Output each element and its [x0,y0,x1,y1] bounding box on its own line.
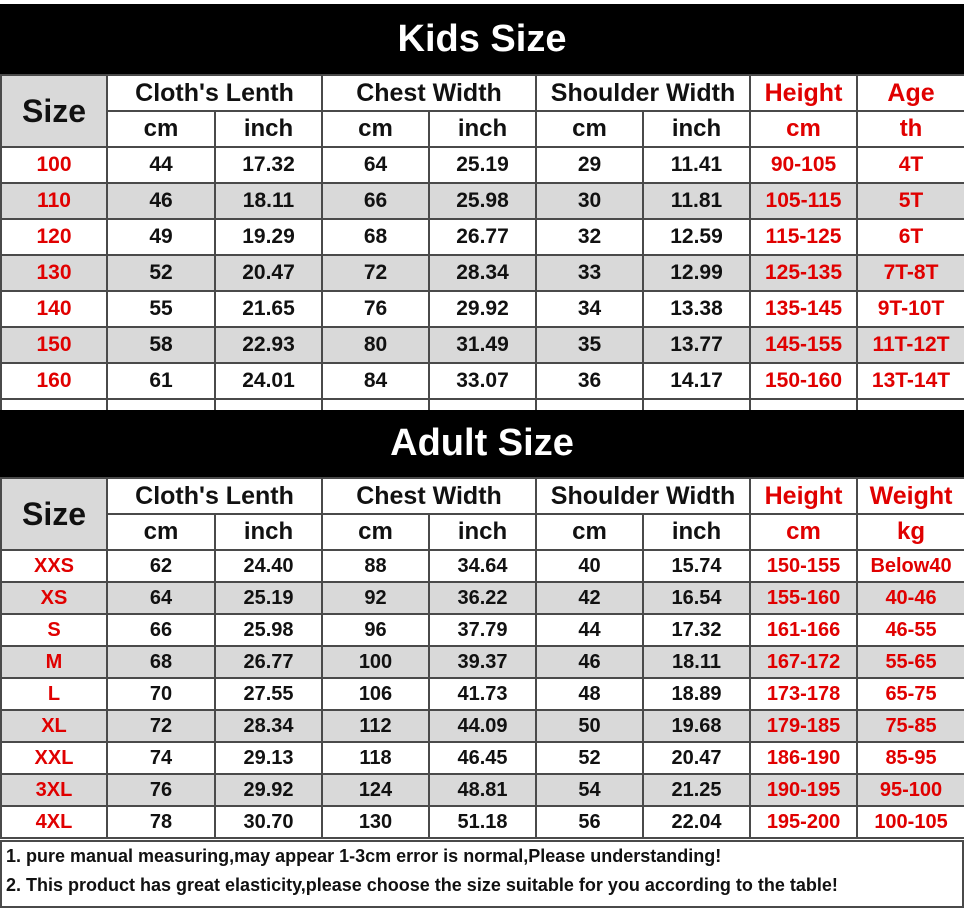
table-row [1,291,964,327]
value-cell: 20.47 [215,255,322,291]
value-cell: 44 [536,614,643,646]
value-cell: 56 [536,806,643,838]
value-cell: 161-166 [750,614,857,646]
value-cell: 150-155 [750,550,857,582]
kids-size-table [0,74,964,412]
adult-size-title: Adult Size [0,410,964,477]
value-cell: 21.25 [643,774,750,806]
size-cell: 3XL [1,774,107,806]
table-row [1,219,964,255]
unit-cell: cm [322,514,429,550]
value-cell: 4T [857,147,964,183]
unit-cell: inch [429,111,536,147]
value-cell: 50 [536,710,643,742]
table-row [1,614,964,646]
table-row [1,742,964,774]
chest-width-header: Chest Width [322,478,536,514]
value-cell: 44.09 [429,710,536,742]
value-cell: 80 [322,327,429,363]
value-cell: 68 [107,646,215,678]
value-cell: 11T-12T [857,327,964,363]
unit-cell: th [857,111,964,147]
unit-cell: inch [429,514,536,550]
value-cell: 64 [322,147,429,183]
value-cell: 28.34 [429,255,536,291]
value-cell: 115-125 [750,219,857,255]
value-cell: 173-178 [750,678,857,710]
value-cell: 125-135 [750,255,857,291]
unit-cell: cm [107,514,215,550]
height-header: Height [750,75,857,111]
unit-cell: cm [536,111,643,147]
value-cell: 100 [322,646,429,678]
unit-cell: inch [643,111,750,147]
value-cell: 74 [107,742,215,774]
size-cell: M [1,646,107,678]
size-header: Size [1,478,107,550]
value-cell: 64 [107,582,215,614]
value-cell: 112 [322,710,429,742]
value-cell: 33 [536,255,643,291]
value-cell: 28.34 [215,710,322,742]
value-cell: 20.47 [643,742,750,774]
unit-cell: cm [322,111,429,147]
value-cell: 32 [536,219,643,255]
value-cell: 13.38 [643,291,750,327]
value-cell: 35 [536,327,643,363]
value-cell: 18.11 [215,183,322,219]
value-cell: 54 [536,774,643,806]
value-cell: 150-160 [750,363,857,399]
value-cell: 55 [107,291,215,327]
table-row [1,363,964,399]
value-cell: 46-55 [857,614,964,646]
size-cell: 100 [1,147,107,183]
value-cell: 46 [107,183,215,219]
value-cell: 15.74 [643,550,750,582]
value-cell: 52 [536,742,643,774]
value-cell: 36.22 [429,582,536,614]
value-cell: 34 [536,291,643,327]
size-cell: XXS [1,550,107,582]
value-cell: 40 [536,550,643,582]
value-cell: 96 [322,614,429,646]
value-cell: 26.77 [429,219,536,255]
size-cell: 160 [1,363,107,399]
table-row [1,806,964,838]
table-row [1,646,964,678]
height-header: Height [750,478,857,514]
size-cell: 4XL [1,806,107,838]
value-cell: 34.64 [429,550,536,582]
value-cell: 51.18 [429,806,536,838]
value-cell: 72 [107,710,215,742]
value-cell: 130 [322,806,429,838]
unit-cell: inch [215,514,322,550]
value-cell: 75-85 [857,710,964,742]
table-row [1,183,964,219]
size-cell: 150 [1,327,107,363]
value-cell: 21.65 [215,291,322,327]
value-cell: 29.13 [215,742,322,774]
value-cell: 46.45 [429,742,536,774]
value-cell: 135-145 [750,291,857,327]
value-cell: 25.19 [215,582,322,614]
value-cell: 145-155 [750,327,857,363]
value-cell: 33.07 [429,363,536,399]
value-cell: 72 [322,255,429,291]
value-cell: 42 [536,582,643,614]
value-cell: 17.32 [643,614,750,646]
value-cell: 48.81 [429,774,536,806]
unit-cell: kg [857,514,964,550]
value-cell: 186-190 [750,742,857,774]
value-cell: 36 [536,363,643,399]
value-cell: 49 [107,219,215,255]
value-cell: 30 [536,183,643,219]
table-row [1,582,964,614]
size-cell: S [1,614,107,646]
value-cell: 29.92 [429,291,536,327]
size-cell: L [1,678,107,710]
shoulder-width-header: Shoulder Width [536,75,750,111]
value-cell: 17.32 [215,147,322,183]
value-cell: 68 [322,219,429,255]
value-cell: 61 [107,363,215,399]
table-row [1,774,964,806]
value-cell: 195-200 [750,806,857,838]
value-cell: 12.59 [643,219,750,255]
note-line: 2. This product has great elasticity,please choose the size suitable for you according to the table! [6,875,838,895]
age-header: Age [857,75,964,111]
value-cell: 118 [322,742,429,774]
notes-box [0,840,964,908]
size-cell: 120 [1,219,107,255]
value-cell: 46 [536,646,643,678]
weight-header: Weight [857,478,964,514]
value-cell: 55-65 [857,646,964,678]
size-cell: 110 [1,183,107,219]
unit-cell: cm [750,111,857,147]
value-cell: 13.77 [643,327,750,363]
cloth-length-header: Cloth's Lenth [107,478,322,514]
value-cell: 90-105 [750,147,857,183]
value-cell: 9T-10T [857,291,964,327]
value-cell: Below40 [857,550,964,582]
chest-width-header: Chest Width [322,75,536,111]
unit-cell: cm [536,514,643,550]
value-cell: 106 [322,678,429,710]
table-row [1,327,964,363]
value-cell: 29.92 [215,774,322,806]
value-cell: 95-100 [857,774,964,806]
value-cell: 85-95 [857,742,964,774]
unit-cell: cm [750,514,857,550]
value-cell: 25.98 [215,614,322,646]
unit-cell: cm [107,111,215,147]
value-cell: 76 [322,291,429,327]
value-cell: 6T [857,219,964,255]
size-cell: XL [1,710,107,742]
value-cell: 5T [857,183,964,219]
value-cell: 30.70 [215,806,322,838]
value-cell: 100-105 [857,806,964,838]
value-cell: 76 [107,774,215,806]
value-cell: 58 [107,327,215,363]
value-cell: 7T-8T [857,255,964,291]
value-cell: 124 [322,774,429,806]
value-cell: 29 [536,147,643,183]
table-row [1,147,964,183]
size-cell: 140 [1,291,107,327]
value-cell: 92 [322,582,429,614]
value-cell: 39.37 [429,646,536,678]
value-cell: 18.89 [643,678,750,710]
size-header: Size [1,75,107,147]
value-cell: 25.98 [429,183,536,219]
table-row [1,550,964,582]
size-cell: XXL [1,742,107,774]
value-cell: 27.55 [215,678,322,710]
value-cell: 31.49 [429,327,536,363]
value-cell: 22.93 [215,327,322,363]
value-cell: 44 [107,147,215,183]
value-cell: 65-75 [857,678,964,710]
value-cell: 70 [107,678,215,710]
value-cell: 66 [322,183,429,219]
value-cell: 37.79 [429,614,536,646]
table-row [1,710,964,742]
value-cell: 26.77 [215,646,322,678]
value-cell: 52 [107,255,215,291]
value-cell: 41.73 [429,678,536,710]
unit-cell: inch [215,111,322,147]
value-cell: 62 [107,550,215,582]
value-cell: 78 [107,806,215,838]
value-cell: 12.99 [643,255,750,291]
value-cell: 19.29 [215,219,322,255]
value-cell: 13T-14T [857,363,964,399]
value-cell: 40-46 [857,582,964,614]
value-cell: 19.68 [643,710,750,742]
adult-size-table [0,477,964,839]
value-cell: 11.81 [643,183,750,219]
value-cell: 25.19 [429,147,536,183]
value-cell: 155-160 [750,582,857,614]
value-cell: 66 [107,614,215,646]
cloth-length-header: Cloth's Lenth [107,75,322,111]
value-cell: 11.41 [643,147,750,183]
size-cell: 130 [1,255,107,291]
table-row [1,255,964,291]
value-cell: 190-195 [750,774,857,806]
kids-size-title: Kids Size [0,4,964,74]
value-cell: 48 [536,678,643,710]
note-line: 1. pure manual measuring,may appear 1-3cm error is normal,Please understanding! [6,846,722,866]
value-cell: 24.01 [215,363,322,399]
value-cell: 24.40 [215,550,322,582]
value-cell: 105-115 [750,183,857,219]
value-cell: 14.17 [643,363,750,399]
value-cell: 167-172 [750,646,857,678]
value-cell: 16.54 [643,582,750,614]
value-cell: 22.04 [643,806,750,838]
value-cell: 179-185 [750,710,857,742]
value-cell: 88 [322,550,429,582]
table-row [1,678,964,710]
shoulder-width-header: Shoulder Width [536,478,750,514]
value-cell: 18.11 [643,646,750,678]
value-cell: 84 [322,363,429,399]
unit-cell: inch [643,514,750,550]
size-cell: XS [1,582,107,614]
